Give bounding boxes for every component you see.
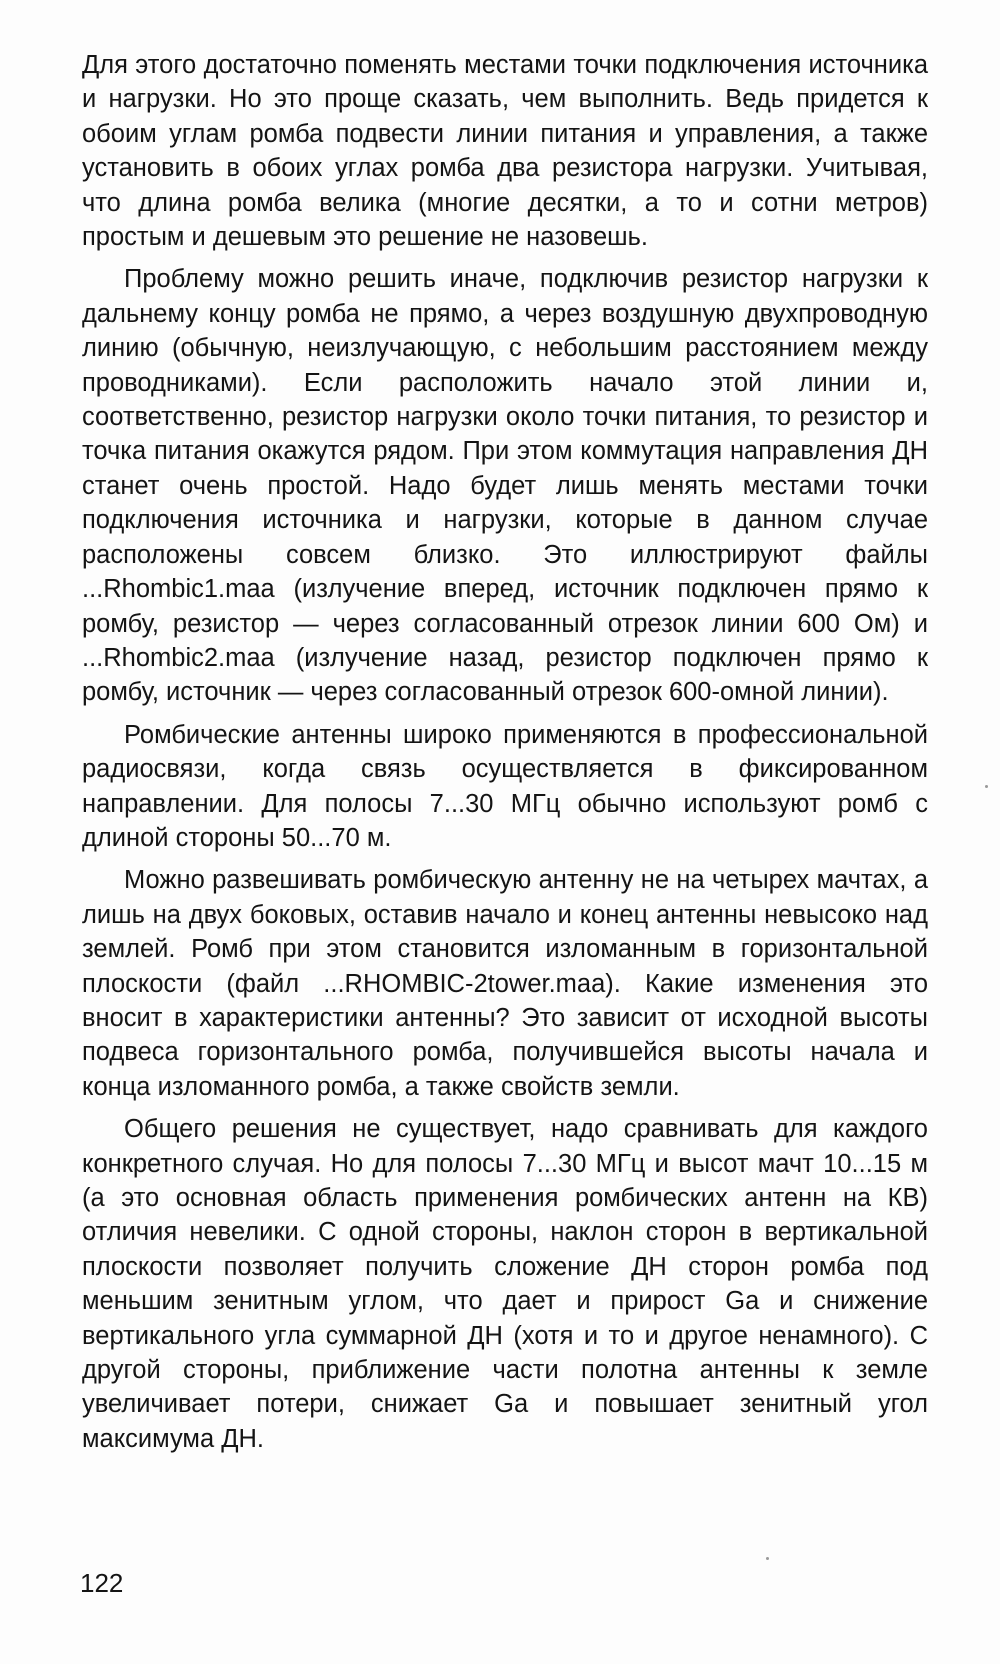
scan-speck (985, 785, 988, 788)
paragraph-1: Для этого достаточно поменять местами точки подключения источника и нагрузки. Но это проще сказать, чем выполнить. Ведь придется к обоим углам ромба подвести линии питания и управления, а также установить в обоих углах ромба два резистора нагрузки. Учитывая, что длина ромба велика (многие десятки, а то и сотни метров) простым и дешевым это решение не назовешь. (82, 51, 928, 252)
scan-speck (766, 1557, 769, 1560)
body-text (82, 48, 928, 1464)
paragraph-4: Можно развешивать ромбическую антенну не на четырех мачтах, а лишь на двух боковых, оставив начало и конец антенны невысоко над землей. Ромб при этом становится изломанным в горизонтальной плоскости (файл ...RHOMBIC-2tower.maa). Какие изменения это вносит в характеристики антенны? Это зависит от исходной высоты подвеса горизонтального ромба, получившейся высоты начала и конца изломанного ромба, а также свойств земли. (82, 866, 928, 1101)
paragraph-3: Ромбические антенны широко применяются в профессиональной радиосвязи, когда связь осуществляется в фиксированном направлении. Для полосы 7...30 МГц обычно используют ромб с длиной стороны 50...70 м. (82, 720, 928, 852)
page-number: 122 (80, 1568, 124, 1598)
paragraph-2: Проблему можно решить иначе, подключив резистор нагрузки к дальнему концу ромба не прямо, а через воздушную двухпроводную линию (обычную, неизлучающую, с небольшим расстоянием между проводниками). Если расположить начало этой линии и, соответственно, резистор нагрузки около точки питания, то резистор и точка питания окажутся рядом. При этом коммутация направления ДН станет очень простой. Надо будет лишь менять местами точки подключения источника и нагрузки, которые в данном случае расположены совсем близко. Это иллюстрируют файлы ...Rhombic1.maa (излучение вперед, источник подключен прямо к ромбу, резистор — через согласованный отрезок линии 600 Ом) и ...Rhombic2.maa (излучение назад, резистор подключен прямо к ромбу, источник — через согласованный отрезок 600-омной линии). (82, 265, 928, 707)
paragraph-5: Общего решения не существует, надо сравнивать для каждого конкретного случая. Но для полосы 7...30 МГц и высот мачт 10...15 м (а это основная область применения ромбических антенн на КВ) отличия невелики. С одной стороны, наклон сторон в вертикальной плоскости позволяет получить сложение ДН сторон ромба под меньшим зенитным углом, что дает и прирост Ga и снижение вертикального угла суммарной ДН (хотя и то и другое ненамного). С другой стороны, приближение части полотна антенны к земле увеличивает потери, снижает Ga и повышает зенитный угол максимума ДН. (82, 1115, 928, 1453)
